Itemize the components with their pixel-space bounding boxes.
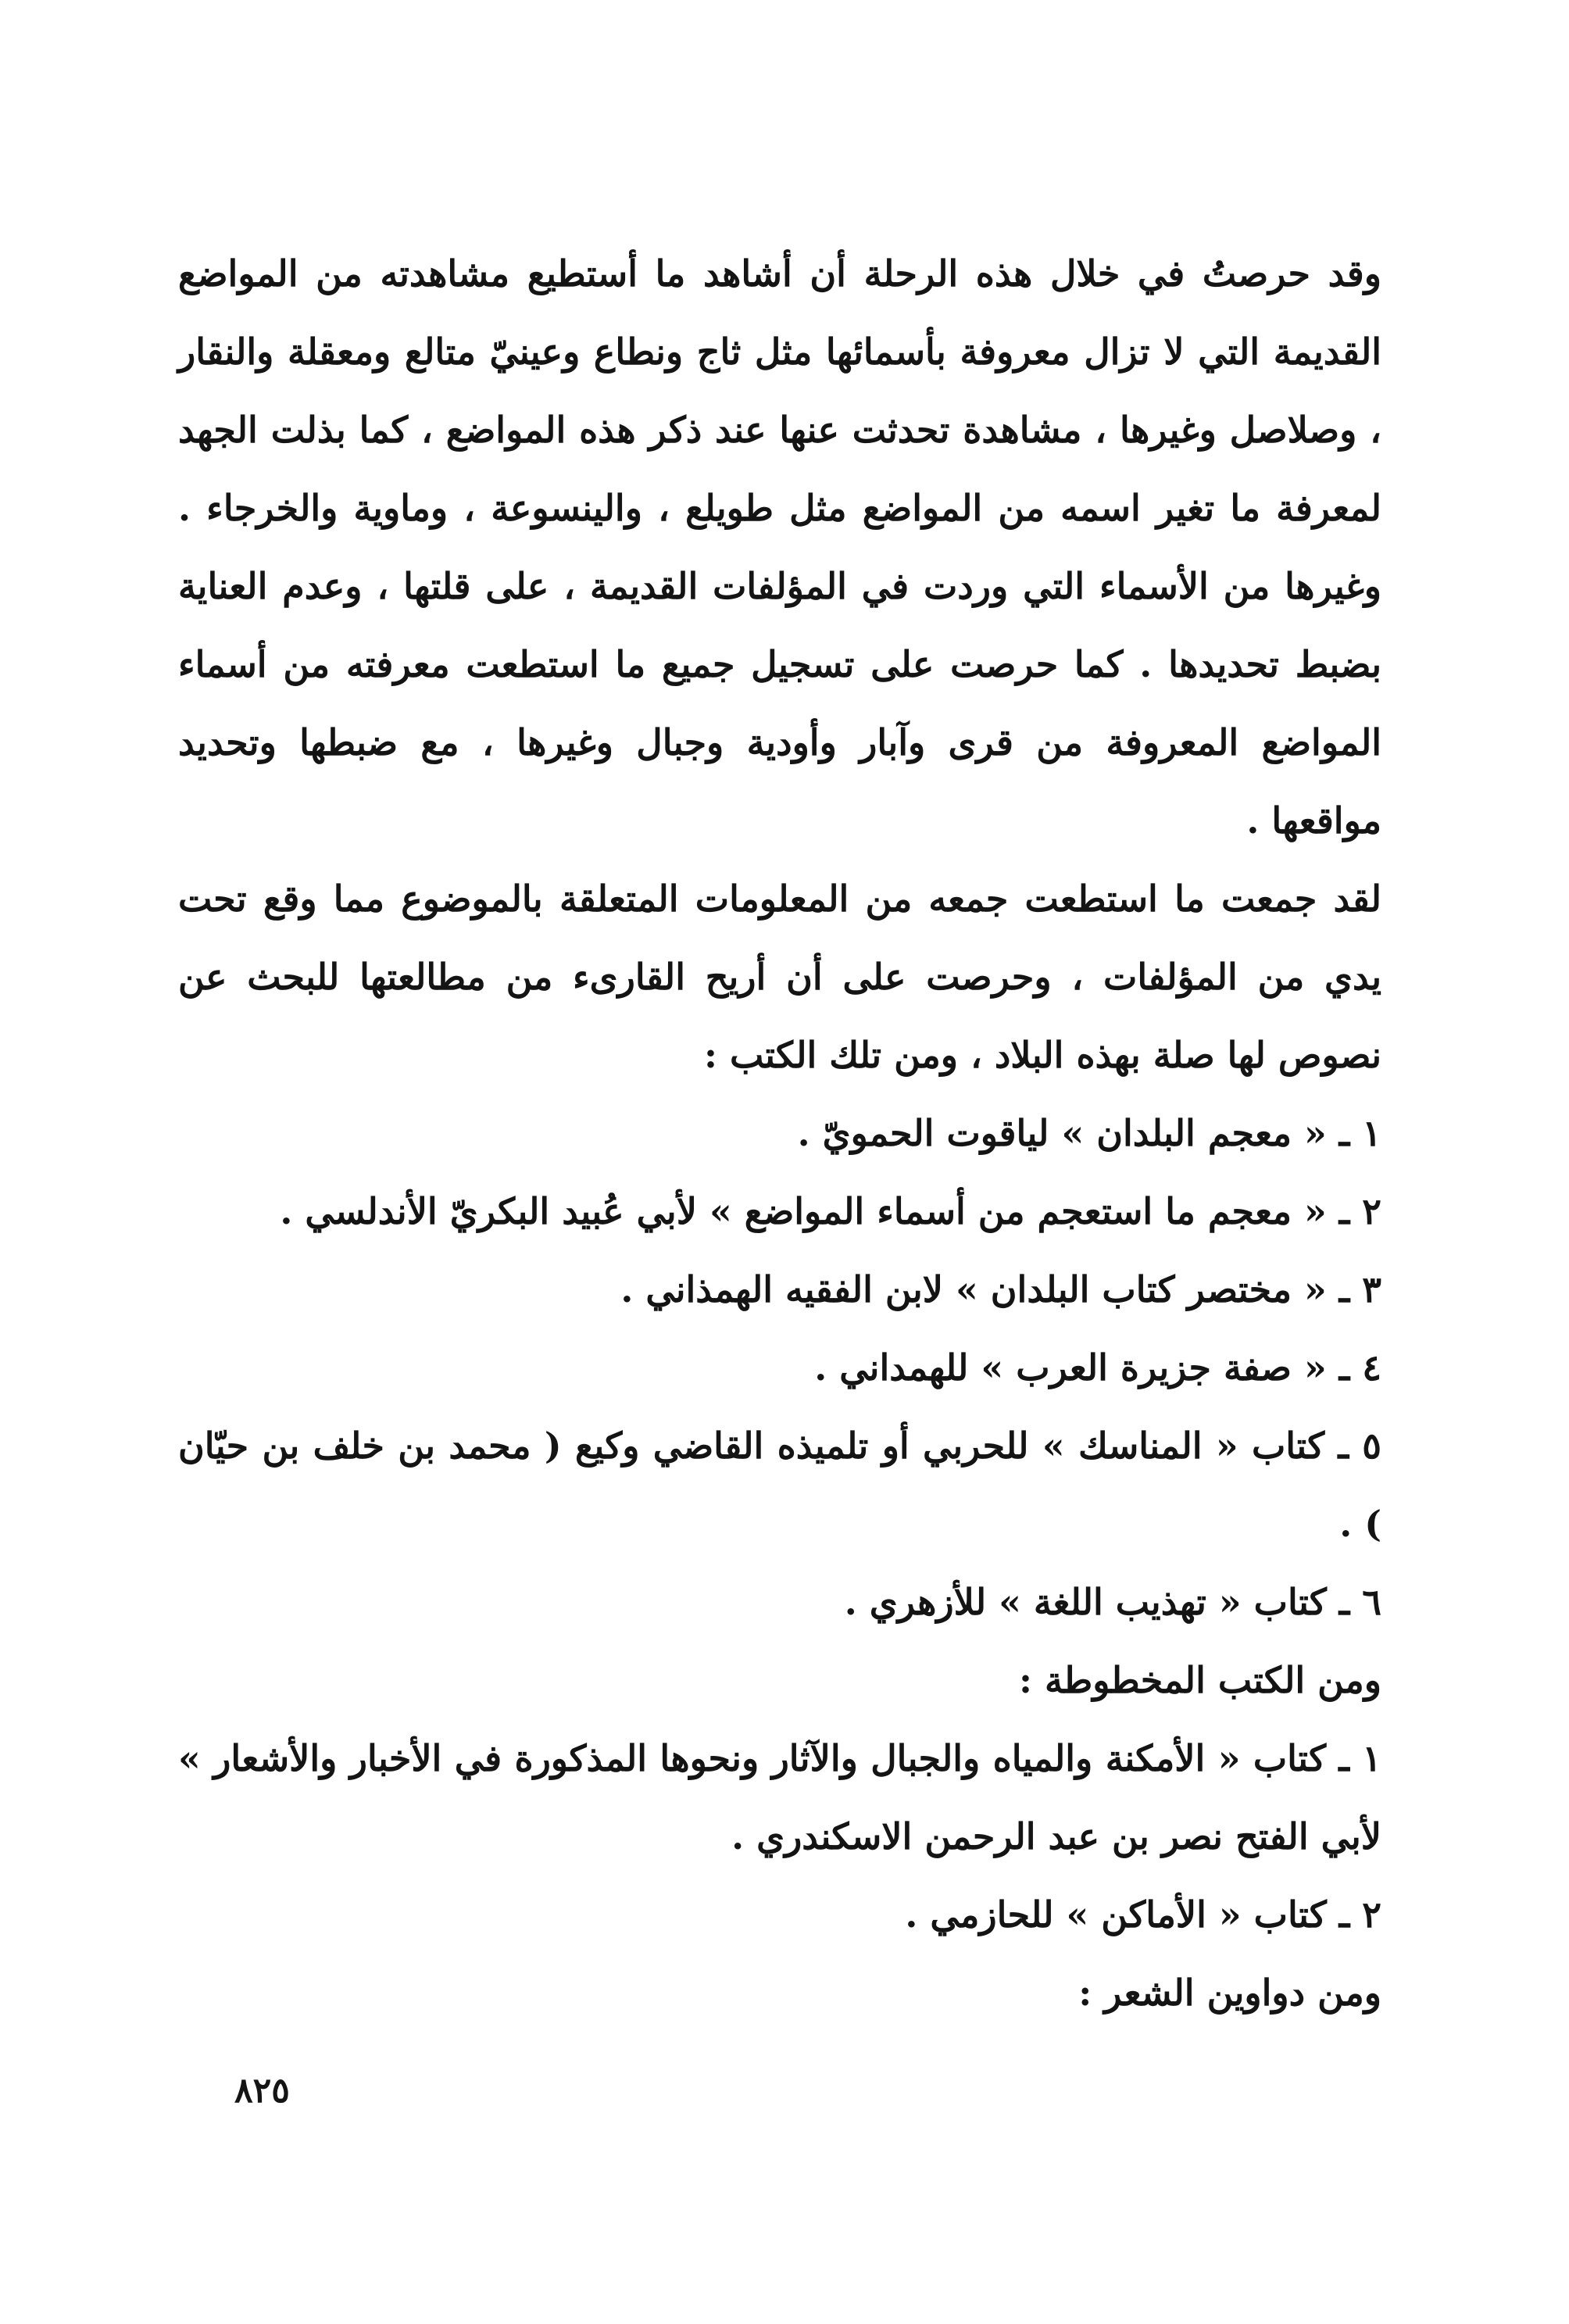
paragraph-travel-observations: وقد حرصتُ في خلال هذه الرحلة أن أشاهد ما أستطيع مشاهدته من المواضع القديمة التي لا تزال معروفة بأسمائها مثل ثاج ونطاع وعينيّ متالع ومعقلة والنقار ، وصلاصل وغيرها ، مشاهدة تحدثت عنها عند ذكر هذه المواضع ، كما بذلت الجهد لمعرفة ما تغير اسمه من المواضع مثل طويلع ، والينسوعة ، وماوية والخرجاء . وغيرها من الأسماء التي وردت في المؤلفات القديمة ، على قلتها ، وعدم العناية بضبط تحديدها . كما حرصت على تسجيل جميع ما استطعت معرفته من أسماء المواضع المعروفة من قرى وآبار وأودية وجبال وغيرها ، مع ضبطها وتحديد مواقعها . xyxy=(178,252,1381,842)
paragraph-sources-intro: لقد جمعت ما استطعت جمعه من المعلومات المتعلقة بالموضوع مما وقع تحت يدي من المؤلفات ، وحرصت على أن أريح القارىء من مطالعتها للبحث عن نصوص لها صلة بهذه البلاد ، ومن تلك الكتب : xyxy=(178,878,1381,1076)
list-item: ٢ ـ كتاب « الأماكن » للحازمي . xyxy=(905,1893,1381,1936)
page-number: ٨٢٥ xyxy=(234,2071,290,2111)
sources-list xyxy=(178,1094,1381,2032)
list-item: ٣ ـ « مختصر كتاب البلدان » لابن الفقيه الهمذاني . xyxy=(620,1268,1381,1310)
manuscripts-heading: ومن الكتب المخطوطة : xyxy=(1019,1659,1381,1701)
list-item: ١ ـ كتاب « الأمكنة والمياه والجبال والآثار ونحوها المذكورة في الأخبار والأشعار » لأبي الفتح نصر بن عبد الرحمن الاسكندري . xyxy=(178,1737,1381,1857)
list-item: ٦ ـ كتاب « تهذيب اللغة » للأزهري . xyxy=(844,1581,1381,1623)
list-item: ١ ـ « معجم البلدان » لياقوت الحمويّ . xyxy=(797,1112,1381,1154)
list-item: ٢ ـ « معجم ما استعجم من أسماء المواضع » لأبي عُبيد البكريّ الأندلسي . xyxy=(280,1190,1381,1232)
poetry-heading: ومن دواوين الشعر : xyxy=(1078,1972,1381,2014)
list-item: ٤ ـ « صفة جزيرة العرب » للهمداني . xyxy=(814,1346,1381,1389)
list-item: ٥ ـ كتاب « المناسك » للحربي أو تلميذه القاضي وكيع ( محمد بن خلف بن حيّان ) . xyxy=(178,1425,1381,1545)
